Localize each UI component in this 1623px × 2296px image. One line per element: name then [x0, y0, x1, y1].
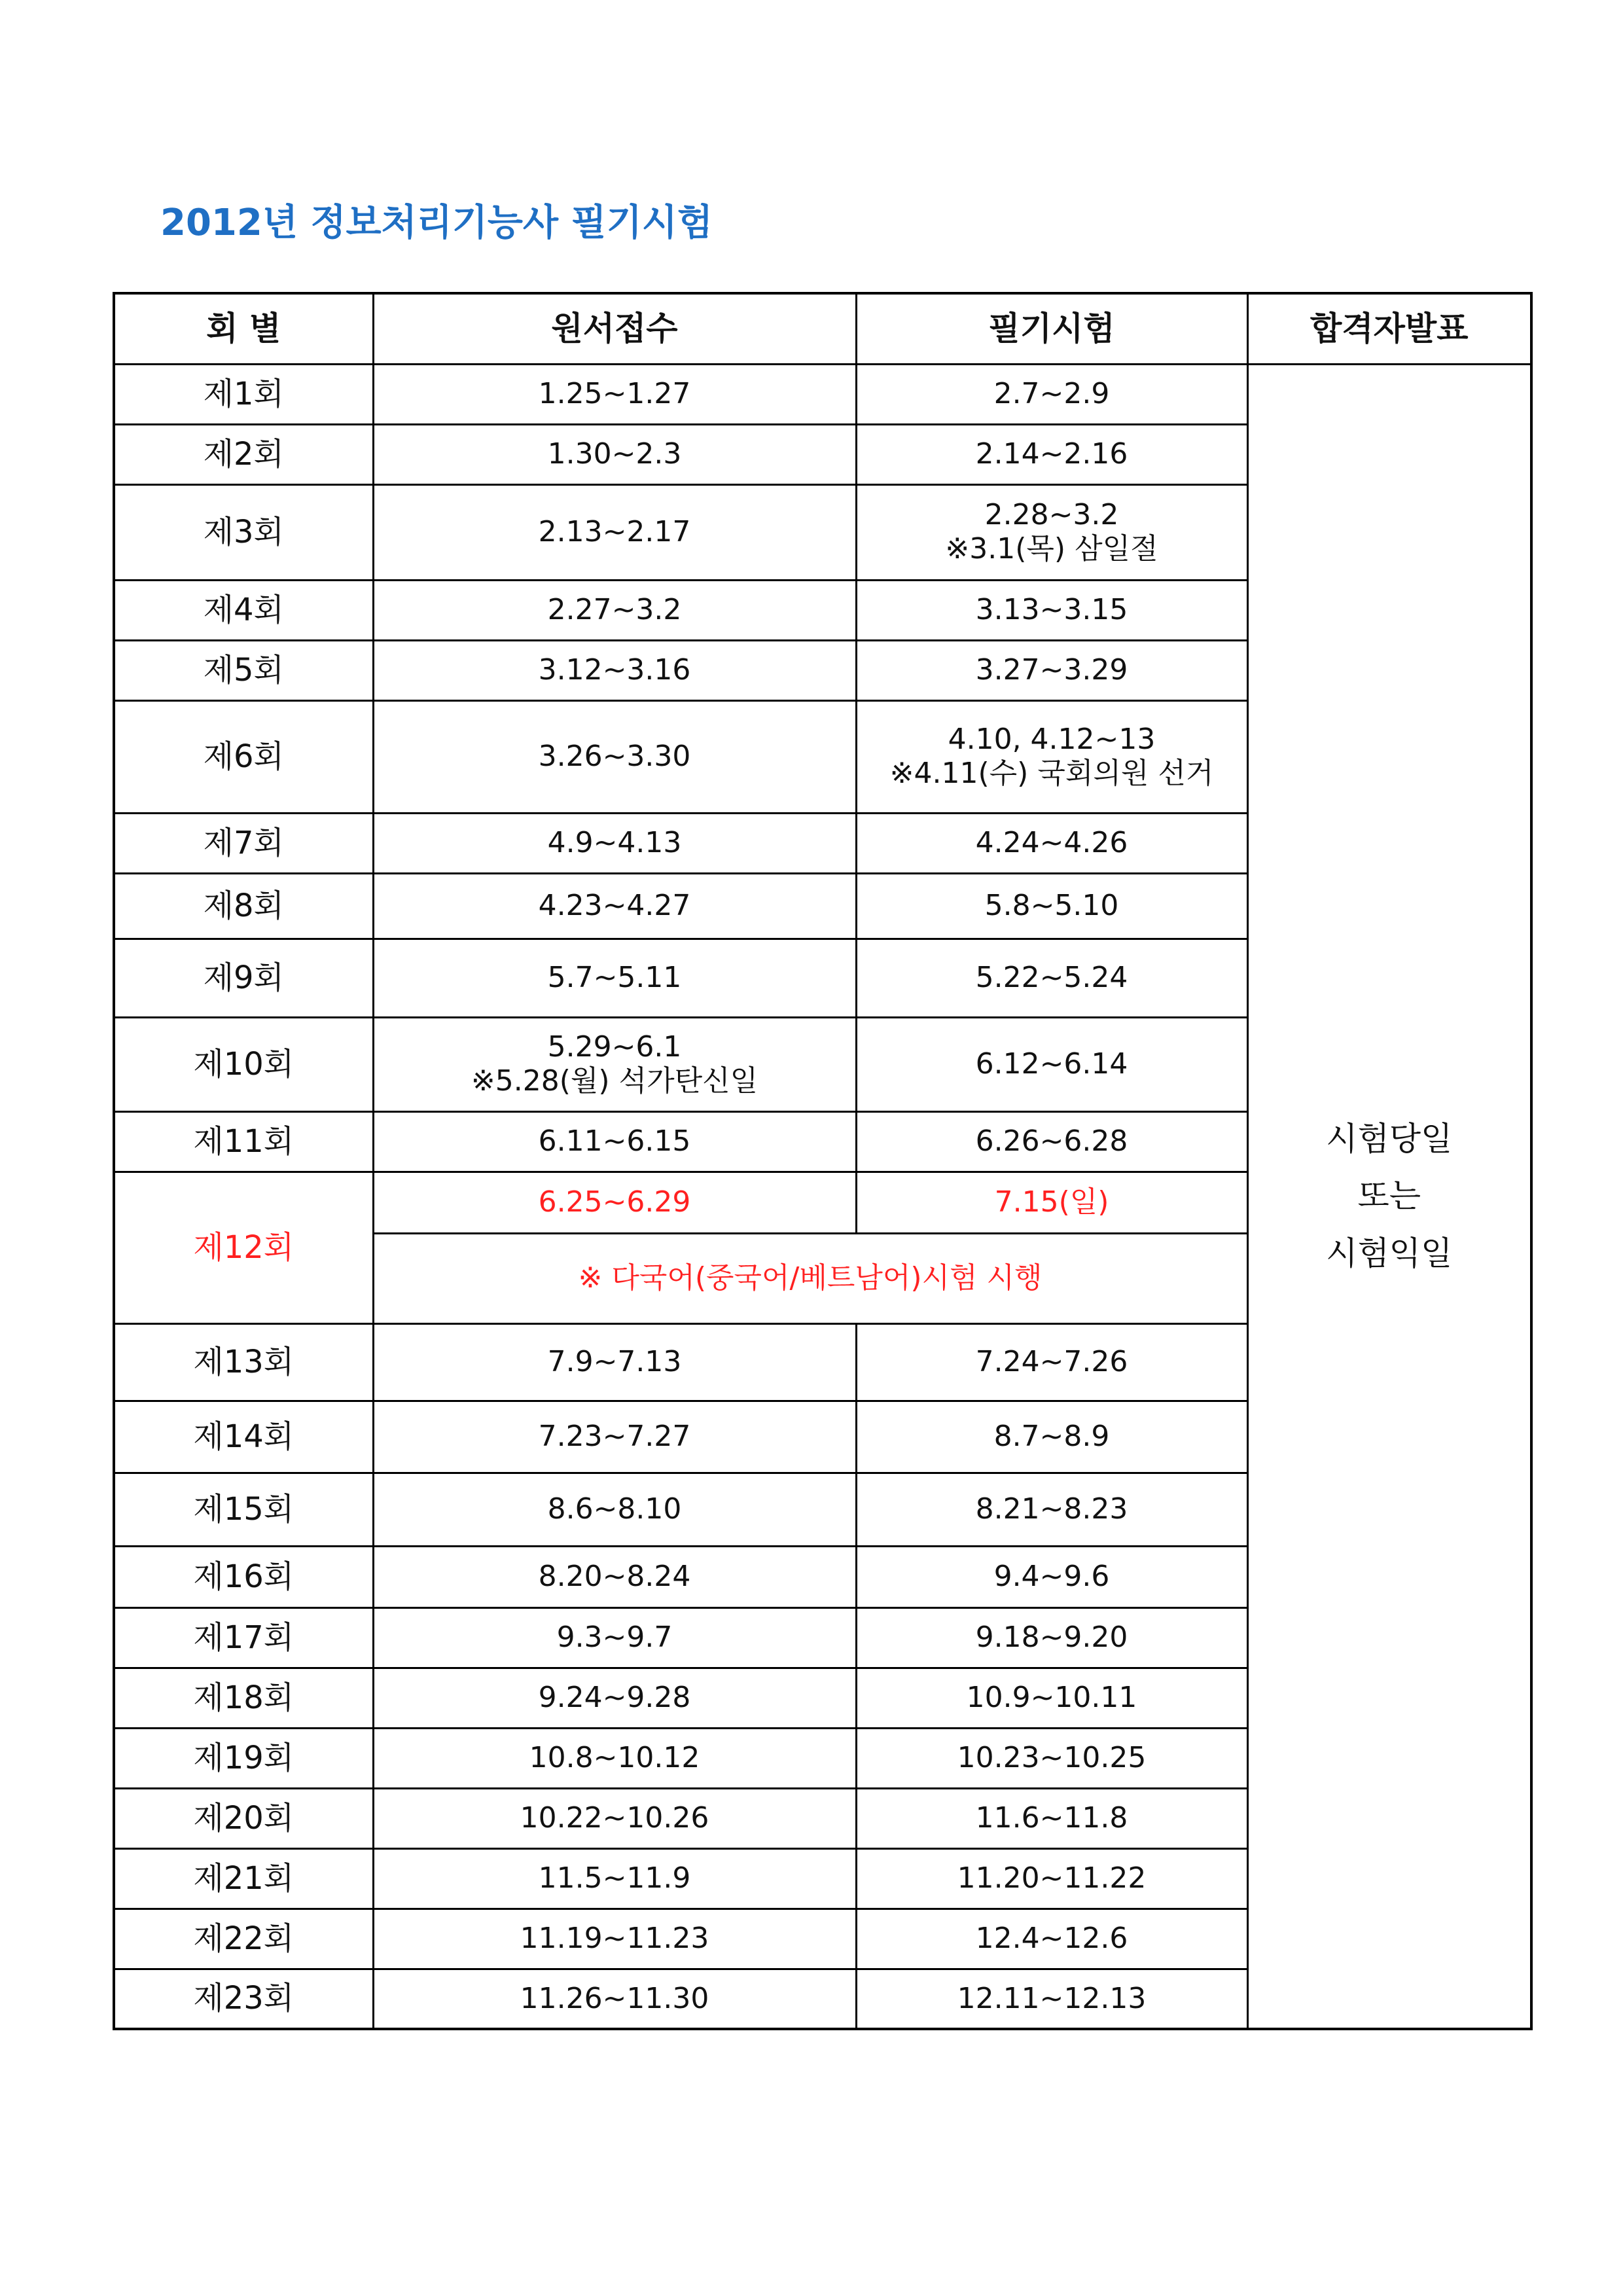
exam-cell: 5.8~5.10 [856, 873, 1247, 939]
application-cell: 1.25~1.27 [373, 364, 856, 424]
application-cell: 6.25~6.29 [373, 1172, 856, 1233]
application-cell: 11.5~11.9 [373, 1848, 856, 1909]
application-cell: 10.8~10.12 [373, 1728, 856, 1788]
exam-note: ※3.1(목) 삼일절 [945, 532, 1158, 565]
page-title: 2012년 정보처리기능사 필기시험 [160, 202, 713, 244]
application-note: ※5.28(월) 석가탄신일 [471, 1064, 758, 1098]
application-cell: 4.9~4.13 [373, 813, 856, 873]
header-written-exam: 필기시험 [856, 293, 1247, 364]
round-cell: 제8회 [114, 873, 373, 939]
application-cell: 7.23~7.27 [373, 1401, 856, 1473]
round-cell: 제10회 [114, 1017, 373, 1111]
exam-cell: 3.13~3.15 [856, 580, 1247, 640]
round-cell: 제5회 [114, 640, 373, 700]
application-cell: 2.27~3.2 [373, 580, 856, 640]
exam-cell: 11.6~11.8 [856, 1788, 1247, 1848]
round-cell: 제7회 [114, 813, 373, 873]
exam-cell: 4.24~4.26 [856, 813, 1247, 873]
application-cell: 8.20~8.24 [373, 1546, 856, 1607]
exam-cell: 2.7~2.9 [856, 364, 1247, 424]
application-cell: 1.30~2.3 [373, 424, 856, 484]
round-cell: 제17회 [114, 1607, 373, 1668]
exam-schedule-table [113, 292, 1533, 2030]
round-cell: 제15회 [114, 1473, 373, 1546]
announcement-line: 시험당일 [1326, 1119, 1453, 1158]
round-cell: 제1회 [114, 364, 373, 424]
announcement-cell [1247, 364, 1531, 2029]
round-cell: 제12회 [114, 1172, 373, 1323]
exam-cell: 7.15(일) [856, 1172, 1247, 1233]
application-cell: 11.19~11.23 [373, 1909, 856, 1969]
exam-cell: 12.4~12.6 [856, 1909, 1247, 1969]
application-cell: 3.12~3.16 [373, 640, 856, 700]
application-cell: 3.26~3.30 [373, 700, 856, 813]
round-cell: 제2회 [114, 424, 373, 484]
round-cell: 제11회 [114, 1111, 373, 1172]
exam-cell: 7.24~7.26 [856, 1323, 1247, 1401]
exam-cell: 12.11~12.13 [856, 1969, 1247, 2029]
round-cell: 제14회 [114, 1401, 373, 1473]
application-cell: 9.24~9.28 [373, 1668, 856, 1728]
round-cell: 제13회 [114, 1323, 373, 1401]
round-cell: 제22회 [114, 1909, 373, 1969]
header-application: 원서접수 [373, 293, 856, 364]
exam-cell: 8.7~8.9 [856, 1401, 1247, 1473]
application-cell: 11.26~11.30 [373, 1969, 856, 2029]
exam-cell: 3.27~3.29 [856, 640, 1247, 700]
exam-cell: 5.22~5.24 [856, 939, 1247, 1017]
application-cell: 7.9~7.13 [373, 1323, 856, 1401]
exam-cell: 9.4~9.6 [856, 1546, 1247, 1607]
application-cell: 6.11~6.15 [373, 1111, 856, 1172]
application-cell: 5.7~5.11 [373, 939, 856, 1017]
application-cell: 4.23~4.27 [373, 873, 856, 939]
exam-note: ※4.11(수) 국회의원 선거 [889, 757, 1214, 790]
application-dates: 5.29~6.1 [547, 1030, 682, 1064]
multilingual-notice: ※ 다국어(중국어/베트남어)시험 시행 [373, 1233, 1247, 1323]
exam-cell: 6.26~6.28 [856, 1111, 1247, 1172]
exam-dates: 4.10, 4.12~13 [948, 723, 1156, 757]
round-cell: 제20회 [114, 1788, 373, 1848]
exam-cell: 2.14~2.16 [856, 424, 1247, 484]
exam-dates: 2.28~3.2 [984, 498, 1119, 532]
application-cell: 2.13~2.17 [373, 484, 856, 580]
exam-cell: 9.18~9.20 [856, 1607, 1247, 1668]
exam-cell: 8.21~8.23 [856, 1473, 1247, 1546]
round-cell: 제23회 [114, 1969, 373, 2029]
round-cell: 제9회 [114, 939, 373, 1017]
round-cell: 제21회 [114, 1848, 373, 1909]
round-cell: 제19회 [114, 1728, 373, 1788]
table-row [114, 364, 1531, 424]
header-announcement: 합격자발표 [1247, 293, 1531, 364]
exam-cell [856, 700, 1247, 813]
round-cell: 제3회 [114, 484, 373, 580]
exam-cell: 11.20~11.22 [856, 1848, 1247, 1909]
exam-cell: 6.12~6.14 [856, 1017, 1247, 1111]
round-cell: 제4회 [114, 580, 373, 640]
application-cell: 8.6~8.10 [373, 1473, 856, 1546]
round-cell: 제18회 [114, 1668, 373, 1728]
application-cell [373, 1017, 856, 1111]
exam-cell: 10.23~10.25 [856, 1728, 1247, 1788]
header-row [114, 293, 1531, 364]
announcement-line: 또는 [1357, 1177, 1421, 1215]
application-cell: 10.22~10.26 [373, 1788, 856, 1848]
header-round: 회 별 [114, 293, 373, 364]
exam-cell: 10.9~10.11 [856, 1668, 1247, 1728]
round-cell: 제6회 [114, 700, 373, 813]
announcement-line: 시험익일 [1326, 1234, 1453, 1272]
exam-cell [856, 484, 1247, 580]
application-cell: 9.3~9.7 [373, 1607, 856, 1668]
round-cell: 제16회 [114, 1546, 373, 1607]
